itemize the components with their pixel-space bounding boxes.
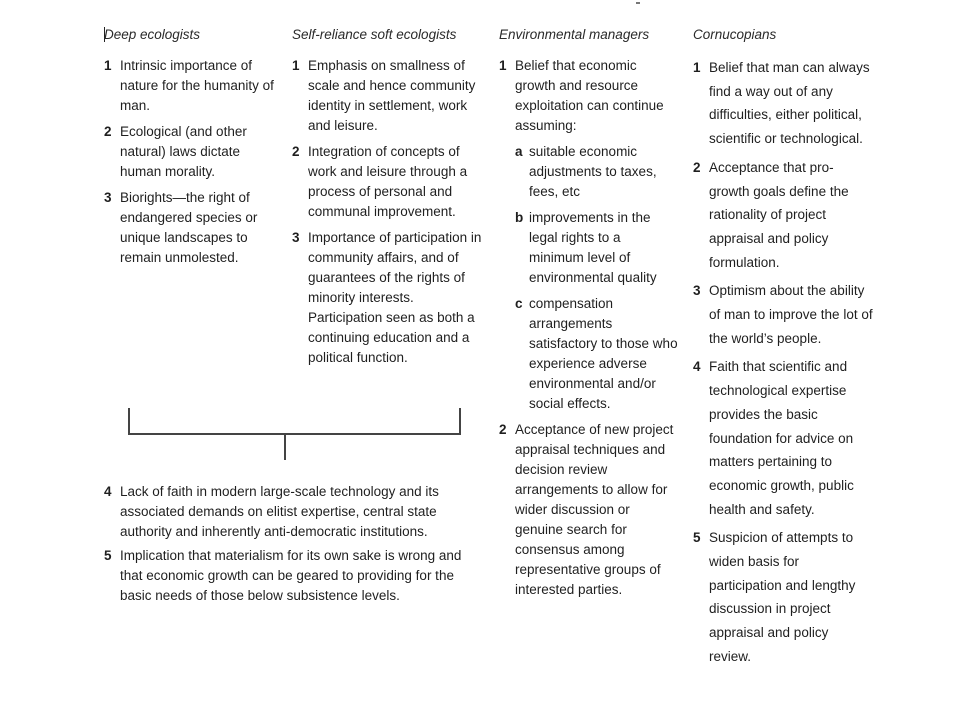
item-text: Lack of faith in modern large-scale technology and its associated demands on elitist expertise, central state authority and inherently anti-democratic institutions.	[120, 484, 439, 539]
sub-item	[515, 142, 679, 202]
list-item	[499, 420, 679, 600]
column-header: Environmental managers	[499, 27, 650, 42]
item-number: 5	[104, 548, 112, 563]
sub-item-letter: a	[515, 144, 523, 159]
item-number: 1	[292, 58, 300, 73]
item-text: Implication that materialism for its own sake is wrong and that economic growth can be geared to providing for the basic needs of those below subsistence levels.	[120, 548, 462, 603]
list-item	[499, 56, 679, 136]
list-item	[693, 156, 873, 275]
bracket-right-arm	[459, 408, 461, 435]
sub-item	[515, 208, 679, 288]
item-text: Integration of concepts of work and leisure through a process of personal and communal improvement.	[308, 144, 468, 219]
bracket-left-arm	[128, 408, 130, 435]
list-item	[693, 526, 873, 668]
column-header: Deep ecologists	[104, 27, 201, 42]
list-item	[693, 56, 873, 151]
column-soft-ecologists	[292, 26, 482, 374]
list-item	[292, 228, 482, 368]
column-cornucopians	[693, 26, 873, 674]
list-item	[104, 188, 274, 268]
item-text: Optimism about the ability of man to improve the lot of the world’s people.	[709, 283, 873, 346]
item-number: 3	[693, 283, 701, 299]
item-number: 2	[693, 159, 701, 175]
sub-item-letter: b	[515, 210, 524, 225]
item-text: Acceptance of new project appraisal techniques and decision review arrangements to allow for wider discussion or genuine search for consensus among representative groups of interested parties.	[515, 422, 674, 597]
item-number: 3	[104, 190, 112, 205]
sub-item-letter: c	[515, 296, 523, 311]
list-item	[104, 482, 484, 542]
list-item	[104, 546, 484, 606]
item-text: Ecological (and other natural) laws dictate human morality.	[120, 124, 247, 179]
item-number: 4	[104, 484, 112, 499]
list-item	[292, 56, 482, 136]
column-environmental-managers	[499, 26, 679, 606]
column-deep-ecologists	[104, 26, 274, 274]
sub-item-text: compensation arrangements satisfactory to those who experience adverse environmental and/or social effects.	[529, 296, 678, 411]
item-number: 1	[104, 58, 112, 73]
item-text: Belief that man can always find a way out of any difficulties, either political, scientific or technological.	[709, 60, 870, 147]
list-item	[693, 279, 873, 350]
item-number: 4	[693, 359, 701, 375]
list-item	[292, 142, 482, 222]
item-number: 1	[499, 58, 507, 73]
item-text: Intrinsic importance of nature for the humanity of man.	[120, 58, 274, 113]
list-item	[693, 355, 873, 521]
item-text: Acceptance that pro-growth goals define the rationality of project appraisal and policy formulation.	[709, 159, 849, 270]
item-number: 5	[693, 530, 701, 546]
sub-item-text: improvements in the legal rights to a minimum level of environmental quality	[529, 210, 657, 285]
shared-items	[104, 482, 484, 608]
item-number: 2	[292, 144, 300, 159]
item-text: Belief that economic growth and resource exploitation can continue assuming:	[515, 58, 664, 133]
item-text: Emphasis on smallness of scale and hence community identity in settlement, work and leisure.	[308, 58, 476, 133]
item-text: Importance of participation in community affairs, and of guarantees of the rights of minority interests. Participation seen as both a continuing education and a political function.	[308, 230, 482, 365]
item-text: Biorights—the right of endangered species or unique landscapes to remain unmolested.	[120, 190, 258, 265]
item-number: 2	[104, 124, 112, 139]
item-number: 1	[693, 60, 701, 75]
list-item	[104, 122, 274, 182]
item-number: 3	[292, 230, 300, 245]
scan-mark	[636, 2, 640, 4]
column-header: Self-reliance soft ecologists	[292, 27, 457, 42]
item-text: Suspicion of attempts to widen basis for participation and lengthy discussion in project appraisal and policy review.	[709, 530, 856, 664]
column-header: Cornucopians	[693, 27, 777, 42]
bracket-bar	[128, 433, 461, 435]
item-number: 2	[499, 422, 507, 437]
sub-item	[515, 294, 679, 414]
item-text: Faith that scientific and technological expertise provides the basic foundation for advice on matters pertaining to economic growth, public health and safety.	[709, 359, 854, 517]
list-item	[104, 56, 274, 116]
sub-item-text: suitable economic adjustments to taxes, fees, etc	[529, 144, 657, 199]
bracket-stem	[284, 433, 286, 460]
